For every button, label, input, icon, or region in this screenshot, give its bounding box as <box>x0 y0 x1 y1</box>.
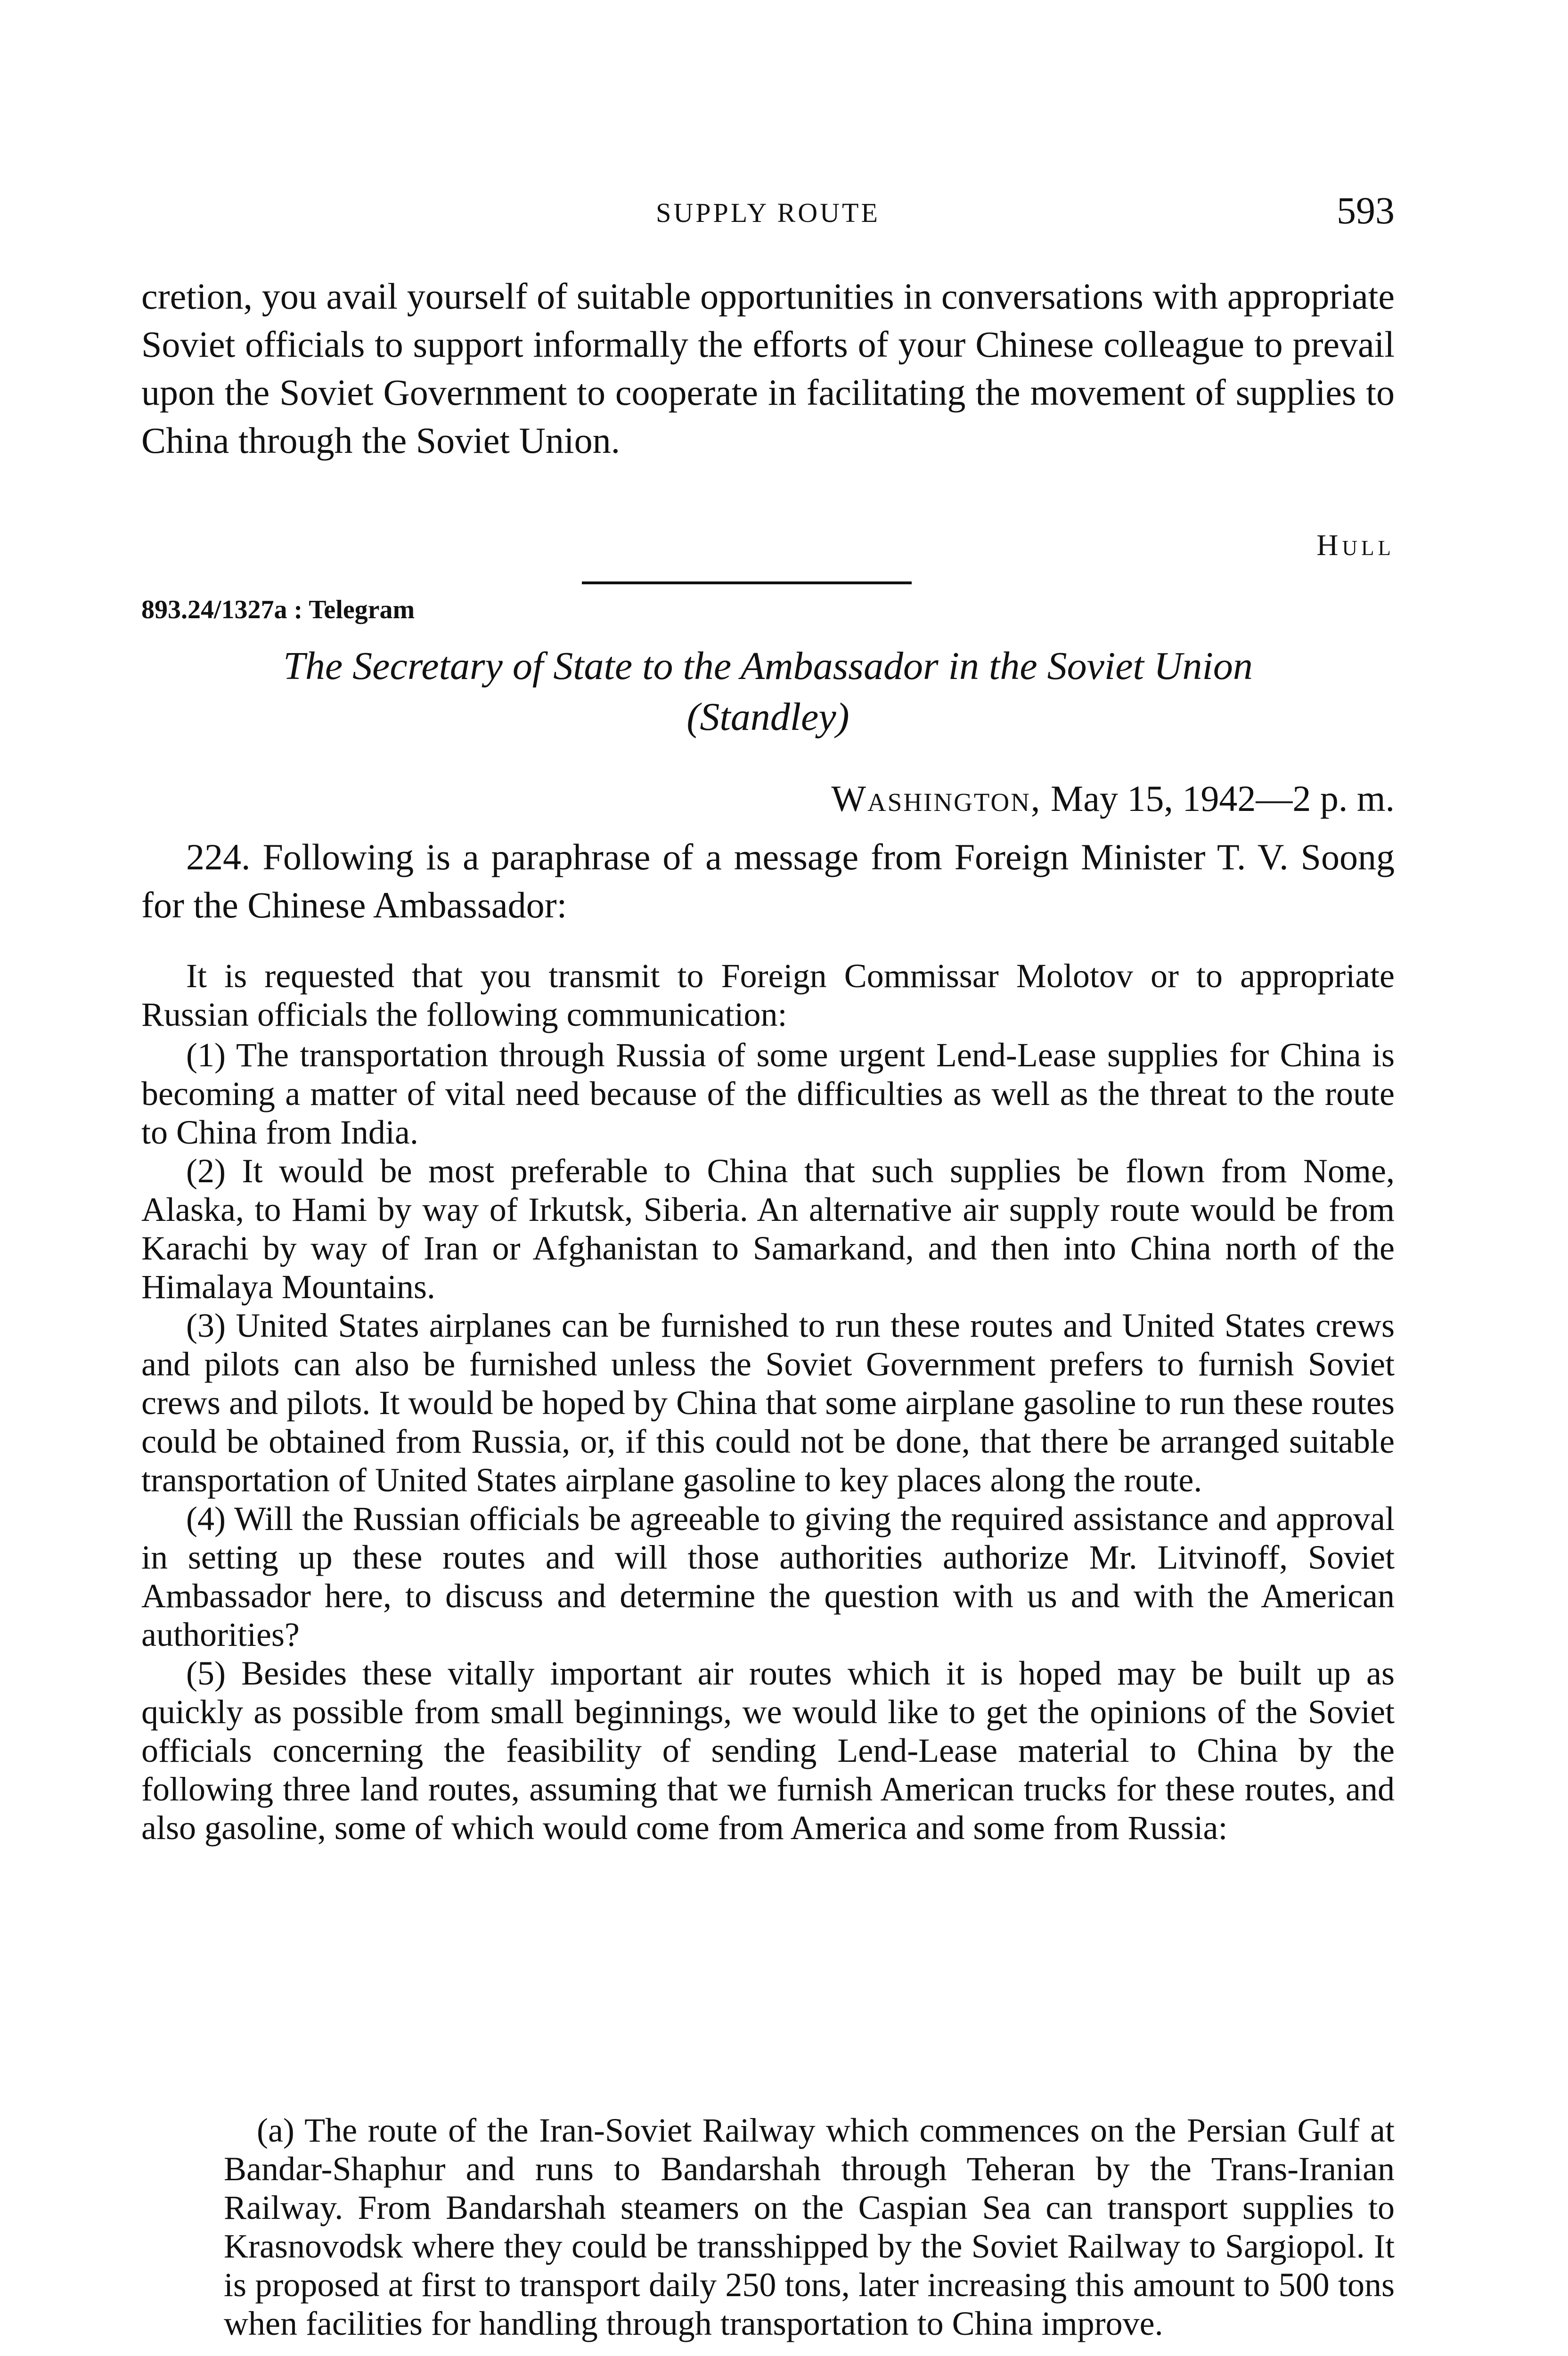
message-intro: It is requested that you transmit to Foreign Commissar Molotov or to appropriate Russian officials the following communication: <box>141 957 1395 1033</box>
dateline-date: May 15, 1942—2 p. m. <box>1050 778 1395 819</box>
file-reference: 893.24/1327a : Telegram <box>141 595 415 624</box>
message-point-3: (3) United States airplanes can be furnished to run these routes and United States crews and pilots can also be furnished unless the Soviet Government prefers to furnish Soviet crews and pilots. It would be hoped by China that some airplane gasoline to run these routes could be obtained from Russia, or, if this could not be done, that there be arranged suitable transportation of United States airplane gasoline to key places along the route. <box>141 1307 1395 1499</box>
land-route-a: (a) The route of the Iran-Soviet Railway which commences on the Persian Gulf at Bandar-Shaphur and runs to Bandarshah through Teheran by the Trans-Iranian Railway. From Bandarshah steamers on the Caspian Sea can transport supplies to Krasnovodsk where they could be transshipped by the Soviet Railway to Sargiopol. It is proposed at first to transport daily 250 tons, later increasing this amount to 500 tons when facilities for handling through transportation to China improve. <box>224 2111 1395 2342</box>
telegram-addressee: The Secretary of State to the Ambassador in the Soviet Union <box>283 644 1253 688</box>
previous-document-closing: cretion, you avail yourself of suitable opportunities in conversations with appropriate Soviet officials to support informally the efforts of your Chinese colleague to prevail upon the Soviet Government to cooperate in facilitating the movement of supplies to China through the Soviet Union. <box>141 276 1395 461</box>
running-head: SUPPLY ROUTE <box>656 197 880 228</box>
page-header <box>141 188 1395 240</box>
document-page <box>141 0 1395 2356</box>
message-point-2: (2) It would be most preferable to China that such supplies be flown from Nome, Alaska, to Hami by way of Irkutsk, Siberia. An alternative air supply route would be from Karachi by way of Iran or Afghanistan to Samarkand, and then into China north of the Himalaya Mountains. <box>141 1152 1395 1306</box>
section-divider <box>582 581 912 584</box>
quoted-message <box>141 957 1395 1847</box>
dateline <box>831 777 1395 820</box>
message-point-5: (5) Besides these vitally important air routes which it is hoped may be built up as quickly as possible from small beginnings, we would like to get the opinions of the Soviet officials concerning the feasibility of sending Lend-Lease material to China by the following three land routes, assuming that we furnish American trucks for these routes, and also gasoline, some of which would come from America and some from Russia: <box>141 1654 1395 1847</box>
telegram-heading <box>141 641 1395 743</box>
signature-hull: Hull <box>1316 528 1395 562</box>
telegram-opening: 224. Following is a paraphrase of a message from Foreign Minister T. V. Soong for the Chinese Ambassador: <box>141 836 1395 925</box>
dateline-place: Washington, <box>831 778 1042 819</box>
telegram-addressee-name: (Standley) <box>686 695 849 739</box>
message-point-4: (4) Will the Russian officials be agreeable to giving the required assistance and approval in setting up these routes and will those authorities authorize Mr. Litvinoff, Soviet Ambassador here, to discuss and determine the question with us and with the American authorities? <box>141 1500 1395 1653</box>
message-point-1: (1) The transportation through Russia of some urgent Lend-Lease supplies for China is becoming a matter of vital need because of the difficulties as well as the threat to the route to China from India. <box>141 1036 1395 1151</box>
page-number: 593 <box>1337 189 1395 232</box>
